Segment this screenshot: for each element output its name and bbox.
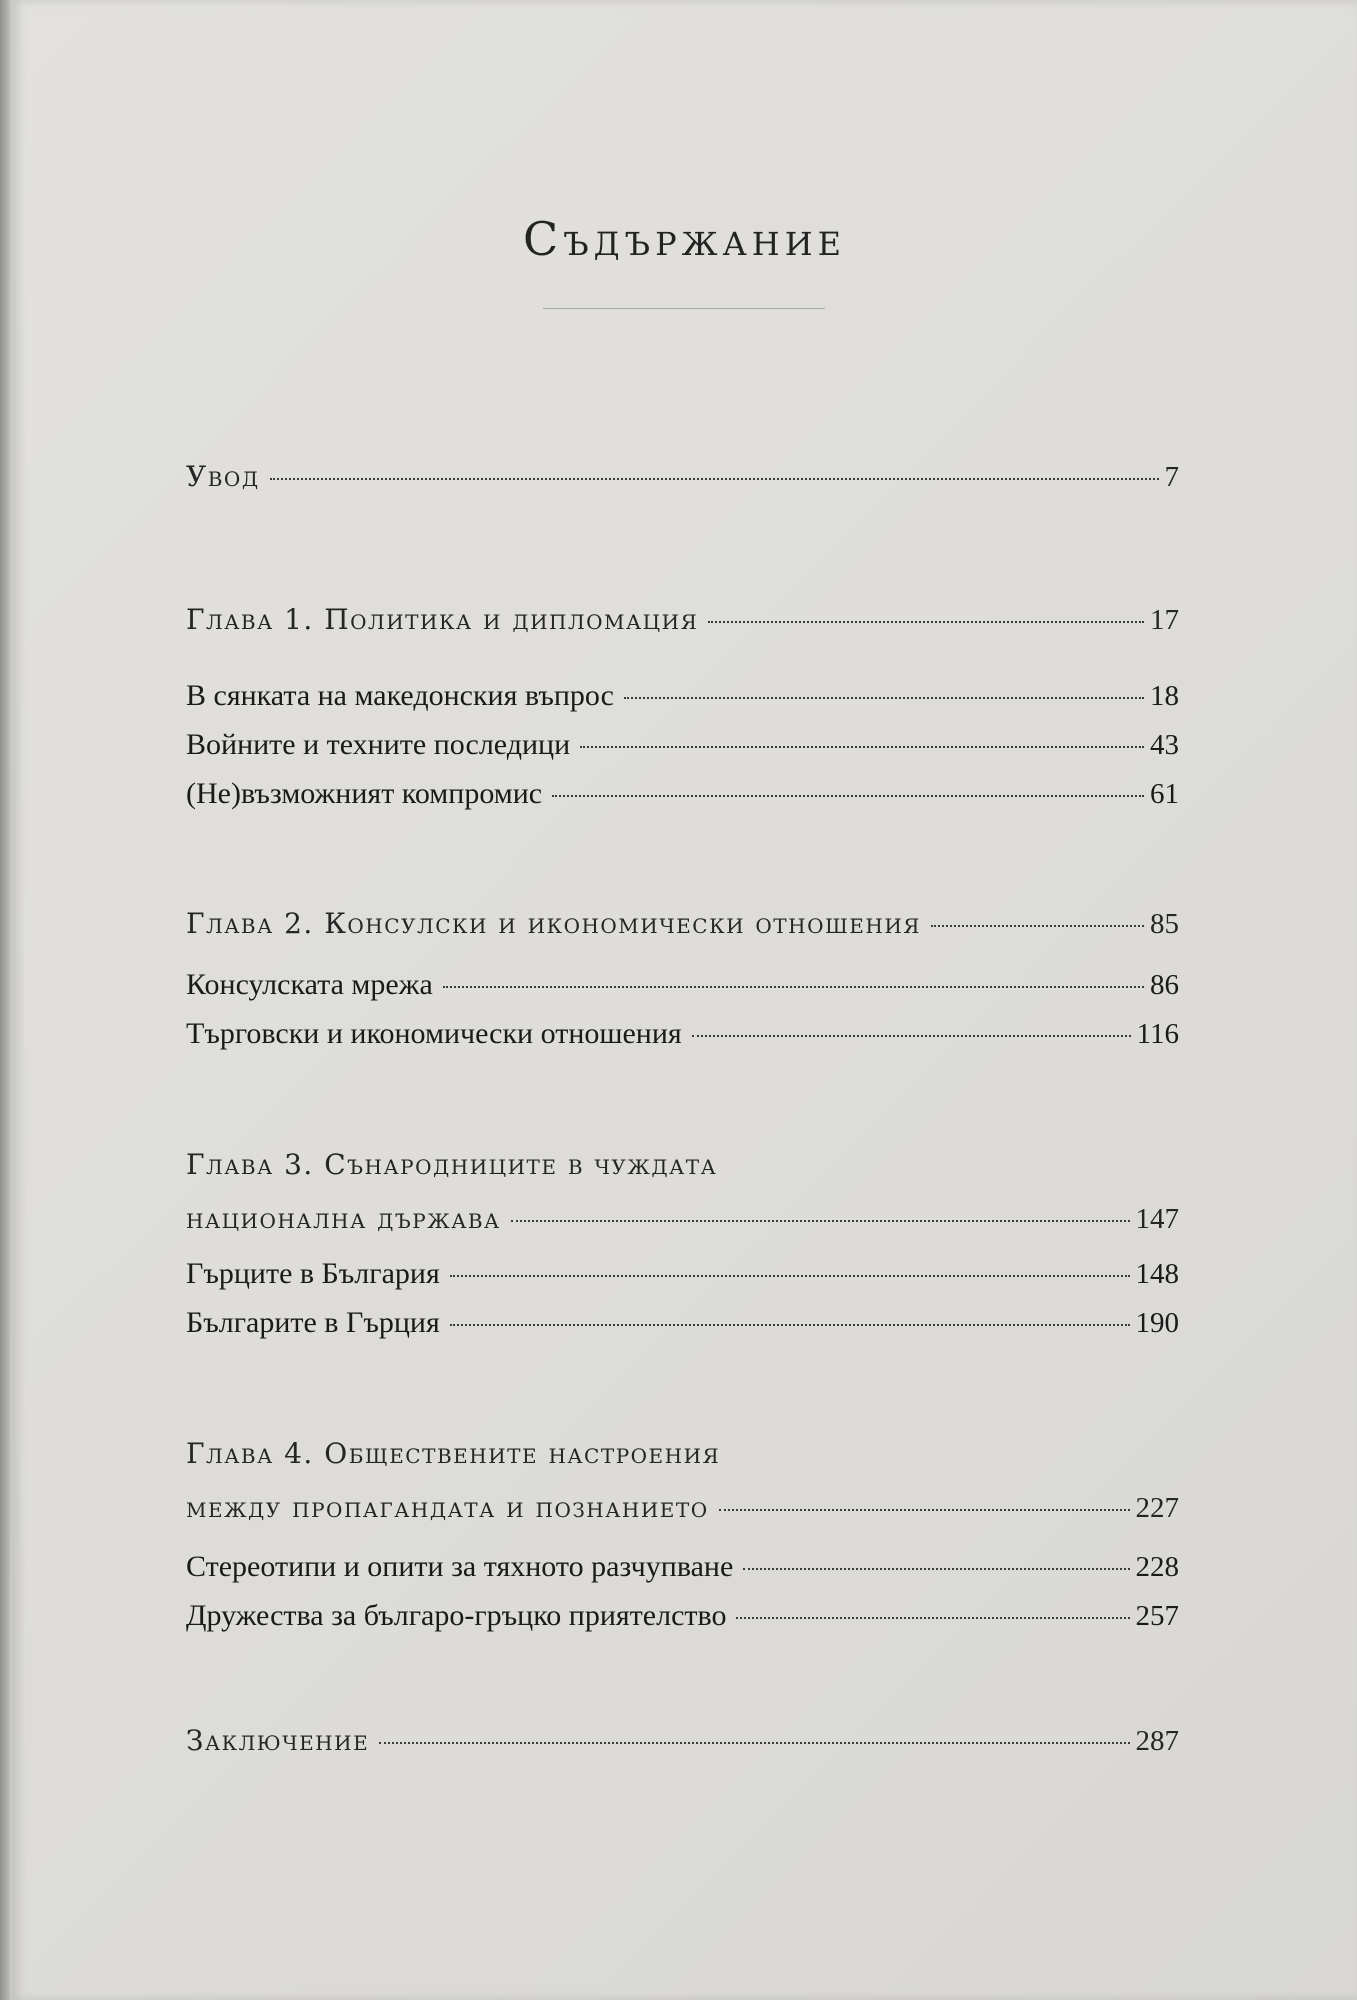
- toc-entry-label: В сянката на македонския въпрос: [186, 679, 614, 712]
- toc-page-number: 61: [1150, 778, 1179, 810]
- dot-leader: [379, 1742, 1129, 1744]
- toc-page-number: 228: [1135, 1551, 1179, 1583]
- toc-entry-chapter-1[interactable]: [186, 603, 1179, 637]
- toc-page-number: 43: [1150, 729, 1179, 761]
- book-page: [12, 0, 1357, 2000]
- toc-page-number: 86: [1150, 969, 1179, 1001]
- toc-entry-chapter-4[interactable]: [186, 1491, 1179, 1525]
- dot-leader: [443, 986, 1144, 988]
- toc-entry-chapter-3-title-line: Глава 3. Сънародниците в чуждата: [186, 1148, 718, 1181]
- toc-entry-label: национална държава: [186, 1202, 501, 1235]
- toc-entry-label: Глава 2. Консулски и икономически отношения: [186, 907, 921, 940]
- toc-entry-label: Стереотипи и опити за тяхното разчупване: [186, 1550, 734, 1583]
- toc-page-number: 190: [1135, 1307, 1179, 1339]
- toc-entry-label: Българите в Гърция: [186, 1306, 440, 1339]
- toc-page-number: 227: [1135, 1492, 1179, 1524]
- toc-entry-label: Търговски и икономически отношения: [186, 1017, 682, 1050]
- dot-leader: [931, 925, 1144, 927]
- toc-entry-label: Гърците в България: [186, 1257, 440, 1290]
- toc-entry-chapter-4-section-2[interactable]: [186, 1599, 1179, 1633]
- toc-entry-label: Глава 1. Политика и дипломация: [186, 603, 699, 636]
- dot-leader: [580, 746, 1144, 748]
- toc-page-number: 17: [1150, 604, 1179, 636]
- dot-leader: [450, 1275, 1130, 1277]
- toc-entry-label: Заключение: [186, 1724, 370, 1757]
- dot-leader: [270, 478, 1159, 480]
- toc-entry-intro[interactable]: [186, 460, 1179, 494]
- dot-leader: [511, 1220, 1130, 1222]
- toc-entry-chapter-2[interactable]: [186, 907, 1179, 941]
- toc-entry-chapter-3-section-1[interactable]: [186, 1257, 1179, 1291]
- toc-entry-chapter-4-section-1[interactable]: [186, 1550, 1179, 1584]
- book-spine-shadow: [0, 0, 12, 2000]
- dot-leader: [708, 621, 1144, 623]
- toc-entry-label: Войните и техните последици: [186, 728, 571, 761]
- toc-page-number: 147: [1135, 1203, 1179, 1235]
- toc-page-number: 257: [1135, 1600, 1179, 1632]
- dot-leader: [692, 1035, 1131, 1037]
- dot-leader: [743, 1568, 1129, 1570]
- toc-page-number: 85: [1150, 908, 1179, 940]
- toc-entry-chapter-4-title-line: Глава 4. Обществените настроения: [186, 1437, 721, 1470]
- toc-entry-chapter-2-section-2[interactable]: [186, 1017, 1179, 1051]
- toc-page-number: 287: [1135, 1725, 1179, 1757]
- dot-leader: [450, 1324, 1130, 1326]
- toc-entry-chapter-1-section-3[interactable]: [186, 777, 1179, 811]
- title-divider: [543, 308, 825, 309]
- toc-entry-conclusion[interactable]: [186, 1724, 1179, 1758]
- toc-entry-chapter-3[interactable]: [186, 1202, 1179, 1236]
- toc-entry-label: между пропагандата и познанието: [186, 1491, 709, 1524]
- toc-entry-chapter-1-section-2[interactable]: [186, 728, 1179, 762]
- toc-page-number: 18: [1150, 680, 1179, 712]
- toc-entry-label: Консулската мрежа: [186, 968, 433, 1001]
- toc-page-number: 116: [1136, 1018, 1179, 1050]
- toc-entry-label: Увод: [186, 460, 260, 493]
- page-title: Съдържание: [523, 212, 846, 266]
- dot-leader: [736, 1617, 1129, 1619]
- toc-entry-label: (Не)възможният компромис: [186, 777, 543, 810]
- toc-entry-chapter-1-section-1[interactable]: [186, 679, 1179, 713]
- toc-entry-label: Дружества за българо-гръцко приятелство: [186, 1599, 727, 1632]
- toc-page-number: 7: [1164, 461, 1179, 493]
- dot-leader: [719, 1509, 1130, 1511]
- toc-entry-chapter-3-section-2[interactable]: [186, 1306, 1179, 1340]
- dot-leader: [624, 697, 1144, 699]
- dot-leader: [552, 795, 1144, 797]
- toc-page-number: 148: [1135, 1258, 1179, 1290]
- toc-entry-chapter-2-section-1[interactable]: [186, 968, 1179, 1002]
